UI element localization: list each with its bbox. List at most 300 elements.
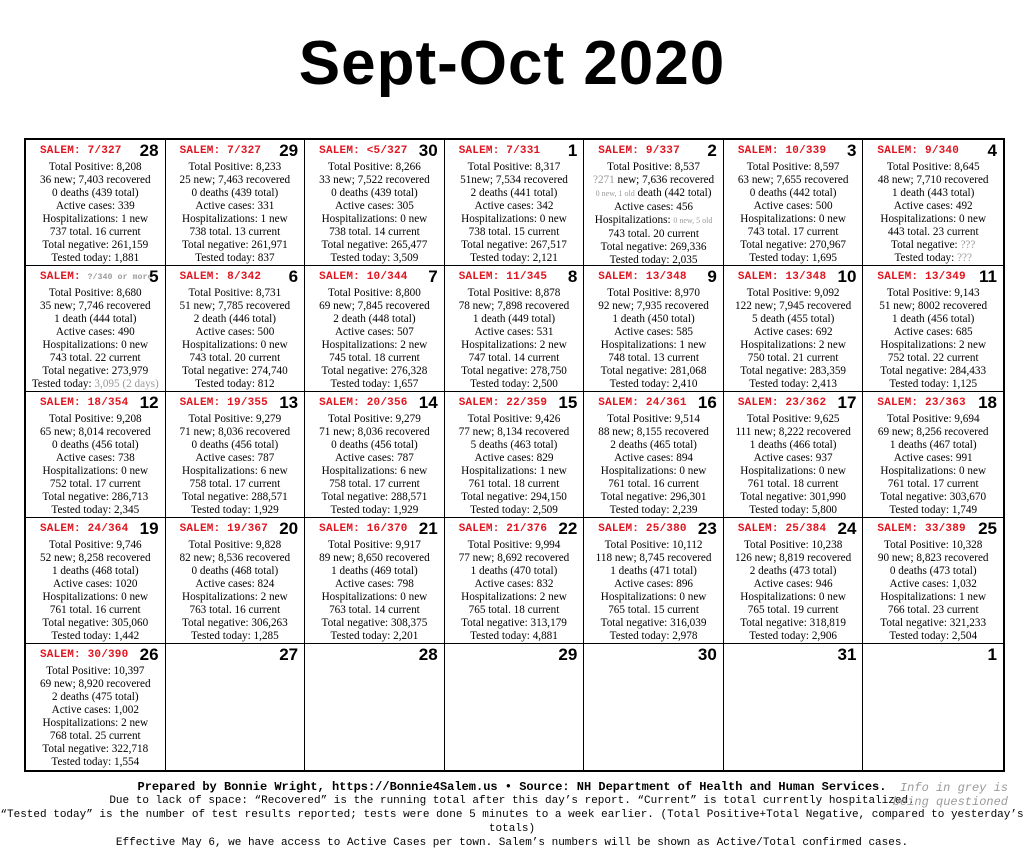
stat-line: [727, 465, 860, 478]
stat-text: 1 death (456 total): [892, 312, 975, 325]
stat-line: [587, 413, 720, 426]
day-stats: [29, 665, 162, 769]
stat-line: [866, 339, 1000, 352]
salem-cases: [738, 145, 826, 157]
day-cell-header: [448, 646, 581, 665]
stat-text: 65 new; 8,014 recovered: [39, 425, 151, 438]
stat-line: [169, 239, 302, 252]
stat-text: Tested today: 2,504: [889, 629, 978, 642]
salem-cases-questioned: ?/340 or more: [87, 273, 153, 282]
day-cell-header: [866, 268, 1000, 287]
day-cell-header: [448, 394, 581, 413]
stat-line: [29, 743, 162, 756]
stat-text: Active cases: 585: [614, 325, 694, 338]
stat-line: [448, 426, 581, 439]
stat-line: [29, 174, 162, 187]
stat-line: [448, 300, 581, 313]
stat-text: Total Positive: 8,731: [188, 287, 282, 299]
stat-line: [308, 413, 441, 426]
stat-line: [308, 365, 441, 378]
stat-text: Active cases: 1020: [53, 577, 138, 590]
day-number: 29: [279, 141, 299, 160]
day-cell-header: [29, 520, 162, 539]
salem-cases-label: SALEM: 8/342: [179, 271, 262, 283]
day-number: 15: [558, 393, 578, 412]
day-cell-header: [727, 142, 860, 161]
stat-line: [308, 187, 441, 200]
day-number: 27: [279, 645, 299, 664]
day-stats: [727, 287, 860, 391]
day-stats: [169, 539, 302, 643]
stat-text: 761 total. 17 current: [887, 477, 979, 490]
day-cell-header: [866, 394, 1000, 413]
stat-text: Tested today: 2,121: [470, 251, 558, 264]
stat-line: [29, 478, 162, 491]
stat-questioned: ?271: [592, 173, 615, 186]
stat-text: 82 new; 8,536 recovered: [179, 551, 291, 564]
stat-text: Active cases: 500: [753, 199, 833, 212]
salem-cases-label: SALEM: 25/384: [737, 523, 827, 535]
stat-line: [727, 578, 860, 591]
stat-line: [727, 539, 860, 552]
stat-line: [587, 552, 720, 565]
day-cell: [584, 518, 724, 644]
stat-line: [169, 630, 302, 643]
stat-line: [866, 352, 1000, 365]
stat-text: 738 total. 14 current: [329, 225, 420, 238]
stat-line: [587, 504, 720, 517]
stat-line: [308, 565, 441, 578]
stat-text: 69 new; 8,920 recovered: [39, 677, 151, 690]
stat-text: Active cases: 692: [753, 325, 833, 338]
stat-text: Total negative: 313,179: [461, 616, 567, 629]
stat-text: Tested today: 2,201: [330, 629, 419, 642]
stat-line: [866, 552, 1000, 565]
stat-text: Total negative: 283,359: [740, 364, 847, 377]
stat-line: [448, 252, 581, 265]
salem-cases-label: SALEM: 19/355: [179, 397, 268, 409]
stat-line: [448, 478, 581, 491]
stat-text: 743 total. 20 current: [608, 227, 699, 240]
salem-cases: [40, 397, 128, 409]
day-cell-header: [448, 520, 581, 539]
stat-text: 752 total. 22 current: [887, 351, 979, 364]
stat-text: 52 new; 8,258 recovered: [39, 551, 151, 564]
day-cell: [863, 644, 1003, 770]
salem-cases-label: SALEM: 13/348: [737, 271, 827, 283]
stat-line: [727, 300, 860, 313]
stat-text: new; 7,636 recovered: [614, 173, 715, 186]
stat-text: 90 new; 8,823 recovered: [877, 551, 989, 564]
stat-text: 1 deaths (469 total): [331, 564, 418, 577]
day-number: 2: [707, 141, 717, 160]
stat-text: 51new; 7,534 recovered: [460, 173, 568, 186]
salem-cases-label: SALEM: 22/359: [458, 397, 548, 409]
stat-line: [727, 413, 860, 426]
stat-text: 752 total. 17 current: [49, 477, 141, 490]
stat-line: [587, 426, 720, 439]
salem-cases: [319, 145, 407, 157]
stat-text: Total Positive: 8,680: [48, 287, 142, 299]
stat-text: Total Positive: 8,317: [467, 161, 561, 173]
day-stats: [448, 413, 581, 517]
salem-cases-label: SALEM: 23/363: [877, 397, 966, 409]
stat-text: Hospitalizations: 0 new: [740, 464, 846, 477]
stat-line: [866, 200, 1000, 213]
stat-line: [29, 413, 162, 426]
stat-text: 765 total. 19 current: [747, 603, 839, 616]
stat-line: [169, 352, 302, 365]
day-cell: [724, 266, 864, 392]
stat-text: Hospitalizations: 0 new: [740, 590, 846, 603]
day-number: 5: [149, 267, 159, 286]
stat-text: 51 new; 7,785 recovered: [179, 299, 291, 312]
footer-note-tested: “Tested today” is the number of test results reported; tests were done 5 minutes to a week earlier. (Total Positive+Total Negative, compared to yesterday’s totals): [0, 809, 1024, 835]
stat-text: Active cases: 832: [474, 577, 554, 590]
day-stats: [727, 161, 860, 265]
stat-text: Total negative: 269,336: [600, 240, 707, 253]
stat-text: 738 total. 15 current: [468, 225, 560, 238]
stat-line: [29, 352, 162, 365]
salem-cases: [598, 397, 686, 409]
stat-text: Total Positive: 9,208: [48, 413, 142, 425]
stat-line: [169, 552, 302, 565]
stat-text: 758 total. 17 current: [329, 477, 420, 490]
stat-text: Hospitalizations: 2 new: [321, 338, 428, 351]
day-number: 31: [837, 645, 857, 664]
day-cell: [305, 392, 445, 518]
stat-text: 89 new; 8,650 recovered: [319, 551, 430, 564]
stat-line: [308, 426, 441, 439]
stat-line: [308, 452, 441, 465]
stat-line: [29, 187, 162, 200]
stat-line: [866, 452, 1000, 465]
stat-line: [308, 578, 441, 591]
stat-text: Total negative: 278,750: [461, 364, 567, 377]
stat-text: Tested today: 4,881: [470, 629, 558, 642]
stat-text: Active cases: 991: [893, 451, 973, 464]
day-stats: [169, 413, 302, 517]
day-number: 29: [558, 645, 578, 664]
day-cell-header: [727, 394, 860, 413]
stat-text: 0 deaths (439 total): [51, 186, 139, 199]
stat-questioned: ???: [960, 238, 976, 251]
stat-line: [169, 413, 302, 426]
stat-text: Active cases: 787: [334, 451, 414, 464]
stat-text: 761 total. 16 current: [49, 603, 141, 616]
stat-line: [866, 565, 1000, 578]
stat-line: [308, 239, 441, 252]
salem-cases: [598, 145, 680, 157]
stat-line: [169, 539, 302, 552]
stat-line: [587, 339, 720, 352]
stat-text: Total negative: 288,571: [321, 490, 428, 503]
stat-text: Tested today: 2,345: [51, 503, 140, 516]
day-stats: [448, 539, 581, 643]
day-stats: [29, 287, 162, 391]
day-cell-header: [587, 142, 720, 161]
salem-cases: [319, 523, 407, 535]
stat-text: Tested today: 1,695: [749, 251, 838, 264]
stat-line: [727, 565, 860, 578]
day-cell: [724, 644, 864, 770]
day-cell: [26, 140, 166, 266]
day-stats: [169, 287, 302, 391]
salem-cases-label: SALEM: 7/327: [179, 145, 262, 157]
stat-text: 71 new; 8,036 recovered: [319, 425, 430, 438]
stat-line: [448, 604, 581, 617]
stat-line: [866, 465, 1000, 478]
day-number: 21: [418, 519, 438, 538]
stat-line: [866, 604, 1000, 617]
stat-text: 768 total. 25 current: [49, 729, 141, 742]
day-number: 20: [279, 519, 299, 538]
stat-line: [448, 326, 581, 339]
stat-line: [29, 604, 162, 617]
stat-text: 69 new; 8,256 recovered: [877, 425, 989, 438]
stat-line: [727, 365, 860, 378]
day-number: 1: [987, 645, 997, 664]
day-cell-header: [866, 646, 1000, 665]
stat-text: Total Positive: 10,397: [46, 665, 145, 677]
stat-line: [169, 504, 302, 517]
stat-line: [448, 352, 581, 365]
stat-text: Tested today: 5,800: [749, 503, 838, 516]
salem-cases: [40, 649, 128, 661]
day-number: 17: [837, 393, 857, 412]
stat-text: 761 total. 18 current: [747, 477, 839, 490]
day-cell-header: [866, 520, 1000, 539]
stat-line: [727, 252, 860, 265]
stat-line: [727, 187, 860, 200]
stat-line: [29, 565, 162, 578]
day-number: 3: [846, 141, 857, 160]
stat-text: Total Positive: 8,537: [607, 161, 700, 173]
stat-line: [448, 313, 581, 326]
stat-line: [448, 161, 581, 174]
stat-text: Tested today: 1,657: [330, 377, 419, 390]
day-cell-header: [29, 268, 162, 287]
stat-text: Total Positive: 9,917: [328, 539, 421, 551]
day-cell: [584, 140, 724, 266]
day-number: 14: [418, 393, 438, 412]
stat-line: [448, 617, 581, 630]
day-cell: [305, 644, 445, 770]
day-cell: [445, 140, 585, 266]
day-number: 12: [139, 393, 159, 412]
stat-text: Hospitalizations: 2 new: [182, 590, 288, 603]
stat-text: Total negative: 301,990: [740, 490, 847, 503]
stat-line: [29, 691, 162, 704]
day-cell-header: [29, 142, 162, 161]
stat-line: [587, 365, 720, 378]
day-cell-header: [727, 646, 860, 665]
stat-line: [29, 439, 162, 452]
stat-line: [308, 617, 441, 630]
stat-text: 743 total. 22 current: [49, 351, 141, 364]
stat-text: 1 death (443 total): [892, 186, 975, 199]
page-title: Sept-Oct 2020: [298, 29, 726, 98]
stat-text: 758 total. 17 current: [189, 477, 281, 490]
stat-text: Tested today: 1,125: [889, 377, 978, 390]
stat-line: [308, 465, 441, 478]
day-cell: [445, 644, 585, 770]
stat-line: [29, 465, 162, 478]
day-cell: [584, 266, 724, 392]
day-cell: [863, 266, 1003, 392]
stat-line: [866, 365, 1000, 378]
day-stats: [448, 287, 581, 391]
stat-line: [866, 426, 1000, 439]
stat-text: Active cases: 685: [893, 325, 973, 338]
day-cell: [863, 392, 1003, 518]
day-cell-header: [169, 142, 302, 161]
salem-cases: [319, 397, 407, 409]
stat-line: [308, 539, 441, 552]
stat-text: Hospitalizations: 0 new: [42, 590, 149, 603]
stat-text: Total negative: 284,433: [880, 364, 987, 377]
calendar-grid: [24, 138, 1005, 772]
stat-line: [448, 465, 581, 478]
stat-line: [727, 630, 860, 643]
stat-text: Total negative: 281,068: [600, 364, 707, 377]
stat-line: [29, 378, 162, 391]
salem-cases: [598, 523, 686, 535]
stat-text: 765 total. 18 current: [468, 603, 560, 616]
stat-line: [587, 491, 720, 504]
stat-line: [866, 239, 1000, 252]
stat-line: [727, 604, 860, 617]
stat-text: 0 deaths (439 total): [331, 186, 418, 199]
day-stats: [866, 539, 1000, 643]
stat-text: Tested today: 812: [195, 377, 275, 390]
day-stats: [308, 539, 441, 643]
day-cell-header: [448, 142, 581, 161]
stat-text: Hospitalizations: 2 new: [740, 338, 846, 351]
stat-text: 1 deaths (467 total): [889, 438, 977, 451]
stat-line: [308, 604, 441, 617]
stat-line: [448, 539, 581, 552]
stat-line: [587, 187, 720, 201]
stat-text: Hospitalizations: 0 new: [740, 212, 846, 225]
stat-line: [866, 287, 1000, 300]
stat-text: Tested today: 1,929: [330, 503, 419, 516]
day-stats: [866, 161, 1000, 265]
stat-line: [448, 213, 581, 226]
day-number: 22: [558, 519, 578, 538]
stat-line: [29, 578, 162, 591]
stat-text: 25 new; 7,463 recovered: [179, 173, 291, 186]
stat-text: Total Positive: 8,800: [328, 287, 421, 299]
day-cell: [724, 392, 864, 518]
day-number: 30: [418, 141, 438, 160]
stat-line: [169, 326, 302, 339]
salem-cases-label: SALEM: 9/340: [877, 145, 960, 157]
stat-text: Active cases: 829: [474, 451, 554, 464]
day-cell-header: [29, 646, 162, 665]
salem-cases: [459, 145, 541, 157]
stat-text: Tested today: 1,881: [51, 251, 140, 264]
stat-line: [448, 552, 581, 565]
stat-text: 763 total. 14 current: [329, 603, 420, 616]
stat-line: [169, 578, 302, 591]
stat-line: [727, 200, 860, 213]
stat-line: [587, 201, 720, 214]
stat-text: Total Positive: 9,514: [607, 413, 700, 425]
day-stats: [587, 161, 720, 266]
stat-text: 0 deaths (456 total): [191, 438, 279, 451]
stat-line: [587, 630, 720, 643]
stat-line: [866, 439, 1000, 452]
stat-text: Tested today: 1,554: [51, 755, 140, 768]
stat-line: [29, 252, 162, 265]
stat-line: [866, 478, 1000, 491]
stat-line: [29, 226, 162, 239]
salem-cases: [738, 271, 826, 283]
stat-line: [29, 678, 162, 691]
day-stats: [169, 161, 302, 265]
stat-questioned: 3,095 (2 days): [94, 377, 159, 390]
salem-cases-label: SALEM: 24/361: [598, 397, 687, 409]
stat-text: 118 new; 8,745 recovered: [595, 551, 712, 564]
stat-line: [169, 339, 302, 352]
stat-text: Hospitalizations: 2 new: [461, 338, 567, 351]
stat-line: [29, 339, 162, 352]
salem-cases: [319, 271, 407, 283]
stat-text: 92 new; 7,935 recovered: [598, 299, 709, 312]
stat-text: 1 deaths (470 total): [470, 564, 558, 577]
stat-line: [587, 300, 720, 313]
stat-text: Tested today:: [894, 251, 958, 264]
day-cell: [166, 518, 306, 644]
stat-text: Total Positive: 10,328: [884, 539, 983, 551]
stat-line: [169, 452, 302, 465]
stat-line: [448, 365, 581, 378]
stat-text: Total negative: 296,301: [600, 490, 707, 503]
day-stats: [29, 413, 162, 517]
stat-text: 2 deaths (465 total): [610, 438, 697, 451]
stat-text: Active cases: 490: [55, 325, 135, 338]
stat-line: [587, 287, 720, 300]
salem-cases: [180, 397, 268, 409]
stat-text: Tested today: 2,239: [609, 503, 698, 516]
stat-line: [587, 478, 720, 491]
stat-line: [29, 426, 162, 439]
stat-text: Active cases: 531: [474, 325, 554, 338]
salem-cases-label: SALEM: 30/390: [40, 649, 129, 661]
day-number: 24: [837, 519, 857, 538]
stat-text: 2 deaths (441 total): [470, 186, 558, 199]
stat-text: Active cases: 456: [614, 200, 694, 213]
day-stats: [29, 161, 162, 265]
stat-text: 36 new; 7,403 recovered: [39, 173, 151, 186]
stat-text: 748 total. 13 current: [608, 351, 699, 364]
stat-line: [727, 352, 860, 365]
stat-text: Hospitalizations: 6 new: [182, 464, 288, 477]
day-cell-header: [169, 394, 302, 413]
stat-text: 78 new; 7,898 recovered: [458, 299, 570, 312]
day-stats: [587, 287, 720, 391]
stat-text: 1 deaths (466 total): [749, 438, 837, 451]
stat-line: [169, 604, 302, 617]
stat-line: [448, 439, 581, 452]
stat-text: Total Positive: 9,694: [886, 413, 980, 425]
stat-line: [29, 287, 162, 300]
salem-cases: [40, 271, 153, 283]
day-stats: [587, 539, 720, 643]
stat-text: Active cases: 507: [334, 325, 414, 338]
stat-line: [587, 228, 720, 241]
